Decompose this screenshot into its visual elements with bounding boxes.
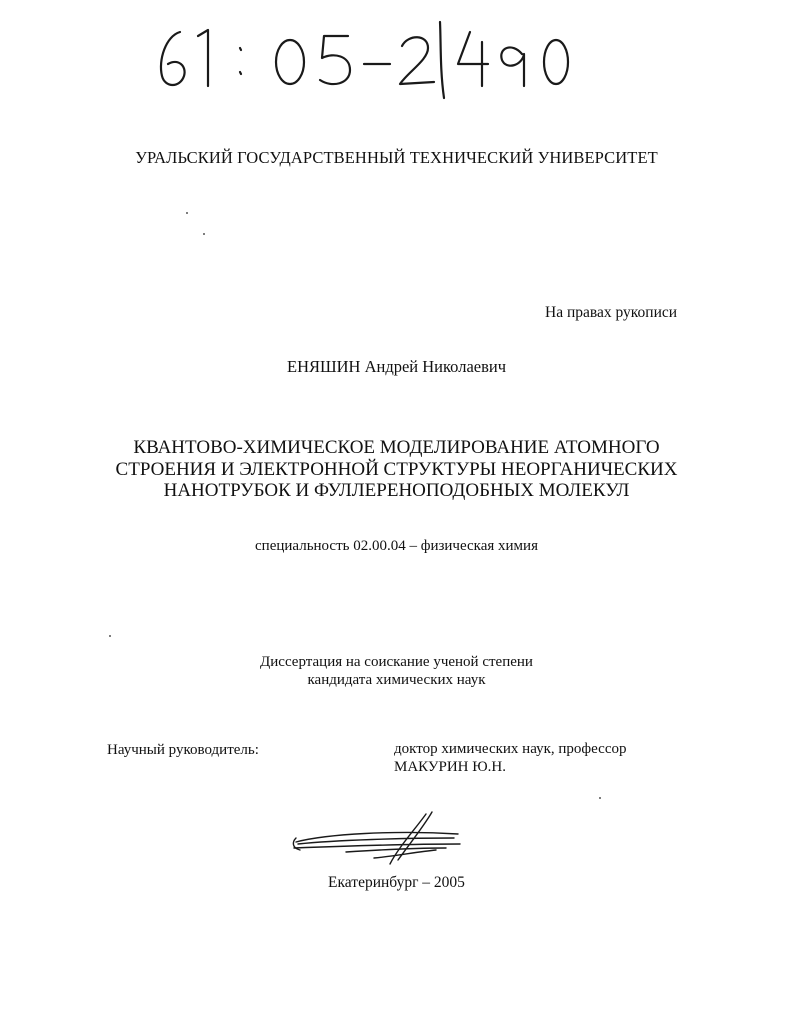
degree-statement: [0, 653, 793, 689]
title-line: СТРОЕНИЯ И ЭЛЕКТРОННОЙ СТРУКТУРЫ НЕОРГАНИЧЕСКИХ: [115, 458, 678, 480]
degree-line: кандидата химических наук: [307, 672, 486, 688]
advisor-label: Научный руководитель:: [107, 742, 259, 758]
scan-speck: [203, 233, 205, 235]
scan-speck: [599, 797, 601, 799]
signature-handwriting: [286, 808, 466, 868]
rights-note: На правах рукописи: [545, 304, 678, 321]
scan-speck: [186, 212, 188, 214]
scan-speck: [109, 635, 111, 637]
advisor-name: МАКУРИН Ю.Н.: [394, 759, 507, 775]
archive-code-handwriting: [152, 14, 582, 102]
city-year: Екатеринбург – 2005: [328, 874, 465, 891]
university-name: УРАЛЬСКИЙ ГОСУДАРСТВЕННЫЙ ТЕХНИЧЕСКИЙ УНИВЕРСИТЕТ: [135, 148, 658, 167]
author-name: ЕНЯШИН Андрей Николаевич: [286, 357, 507, 376]
degree-line: Диссертация на соискание ученой степени: [260, 654, 533, 670]
title-line: КВАНТОВО-ХИМИЧЕСКОЕ МОДЕЛИРОВАНИЕ АТОМНОГО: [133, 437, 660, 458]
advisor-info: [394, 740, 626, 776]
handwritten-archive-code: [152, 14, 582, 102]
dissertation-title: [0, 437, 793, 502]
title-line: НАНОТРУБОК И ФУЛЛЕРЕНОПОДОБНЫХ МОЛЕКУЛ: [163, 480, 630, 501]
specialty: специальность 02.00.04 – физическая химия: [255, 538, 538, 554]
advisor-credentials: доктор химических наук, профессор: [394, 741, 627, 757]
signature: [286, 808, 466, 868]
